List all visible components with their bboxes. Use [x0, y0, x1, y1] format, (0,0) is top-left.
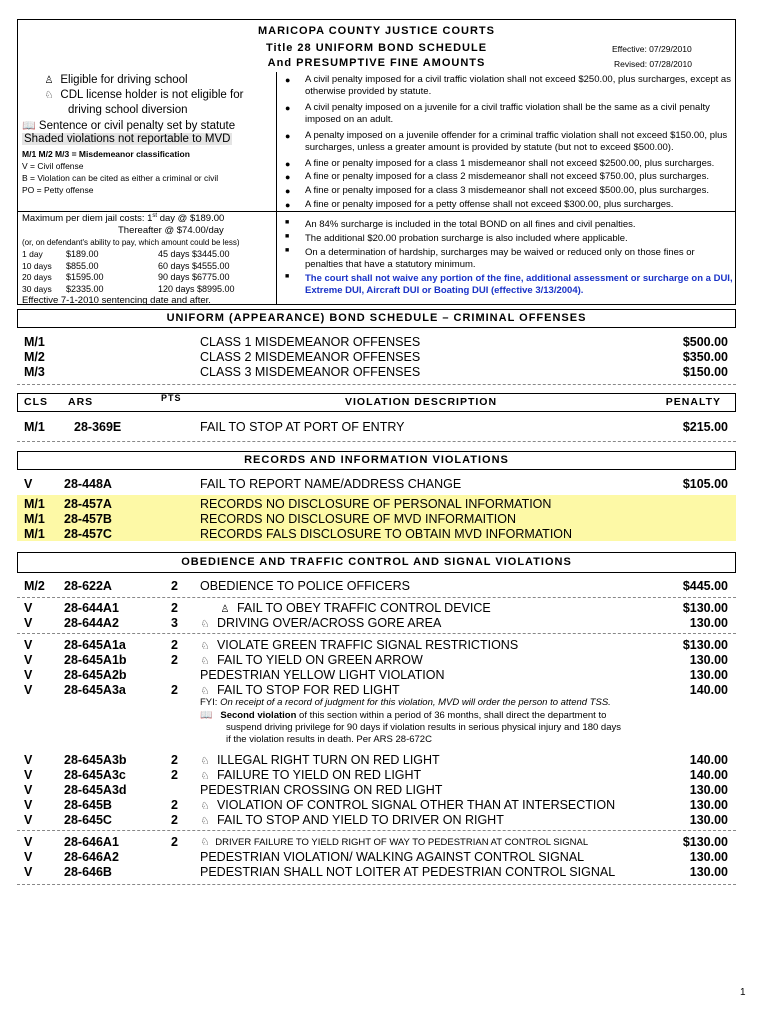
- violation-row: V 28-645B 2 ♘ VIOLATION OF CONTROL SIGNAL OTHER THAN AT INTERSECTION 130.00: [24, 798, 728, 812]
- col-pts: PTS: [161, 393, 182, 403]
- cdl-icon: ♘: [200, 619, 210, 630]
- class-row: M/2 CLASS 2 MISDEMEANOR OFFENSES $350.00: [24, 350, 728, 364]
- violation-row-shaded: M/1 28-457A RECORDS NO DISCLOSURE OF PERSONAL INFORMATION: [24, 497, 552, 511]
- bullet-dot: ●: [285, 186, 291, 196]
- cdl-icon: ♘: [200, 686, 210, 697]
- cdl-icon: ♘: [200, 756, 210, 767]
- row-divider: [17, 384, 736, 385]
- header-title-line1: MARICOPA COUNTY JUSTICE COURTS: [258, 25, 495, 37]
- bullet-dot: ●: [285, 200, 291, 210]
- legend-petty: PO = Petty offense: [22, 185, 94, 195]
- legend-statute: 📖 Sentence or civil penalty set by statute: [22, 120, 236, 132]
- bullet-dot: ●: [285, 131, 291, 141]
- legend-cdl: ♘ CDL license holder is not eligible for: [44, 89, 244, 101]
- rule-class1: A fine or penalty imposed for a class 1 misdemeanor shall not exceed $2500.00, plus surcharges.: [305, 158, 715, 169]
- violation-row-shaded: M/1 28-457C RECORDS FALS DISCLOSURE TO OBTAIN MVD INFORMATION: [24, 527, 573, 541]
- col-cls: CLS: [24, 396, 48, 408]
- violation-row: V 28-645A3c 2 ♘ FAILURE TO YIELD ON RED LIGHT 140.00: [24, 768, 728, 782]
- rule-dui-no-waive: The court shall not waive any portion of the fine, additional assessment or surcharge on a DUI, Extreme DUI, Aircraft DUI or Boating DUI (effective 3/13/2004).: [305, 273, 733, 296]
- section-header-obedience: OBEDIENCE AND TRAFFIC CONTROL AND SIGNAL VIOLATIONS: [17, 552, 736, 573]
- header-title-line2: Title 28 UNIFORM BOND SCHEDULE: [265, 42, 488, 54]
- class-row: M/1 CLASS 1 MISDEMEANOR OFFENSES $500.00: [24, 335, 728, 349]
- rule-class2: A fine or penalty imposed for a class 2 misdemeanor shall not exceed $750.00, plus surcharges.: [305, 171, 709, 182]
- jail-effective: Effective 7-1-2010 sentencing date and after.: [22, 295, 211, 306]
- rule-civil-penalty: A civil penalty imposed for a civil traffic violation shall not exceed $250.00, plus surcharges, except as otherwise provided by statute.: [305, 74, 731, 97]
- violation-row: M/2 28-622A 2 OBEDIENCE TO POLICE OFFICERS $445.00: [24, 579, 728, 593]
- col-description: VIOLATION DESCRIPTION: [345, 396, 498, 408]
- bullet-square: ■: [285, 247, 290, 254]
- jail-costs-title: Maximum per diem jail costs: 1st day @ $189.00: [22, 213, 225, 225]
- column-header: [17, 393, 736, 412]
- fyi-note: FYI: On receipt of a record of judgment for this violation, MVD will order the person to attend TSS.: [200, 697, 611, 708]
- violation-row: V 28-646B PEDESTRIAN SHALL NOT LOITER AT PEDESTRIAN CONTROL SIGNAL 130.00: [24, 865, 728, 879]
- violation-row: V 28-645A3a 2 ♘ FAIL TO STOP FOR RED LIGHT 140.00: [24, 683, 728, 697]
- violation-row: V 28-646A1 2 ♘ DRIVER FAILURE TO YIELD RIGHT OF WAY TO PEDESTRIAN AT CONTROL SIGNAL $130.00: [24, 835, 728, 849]
- jail-ability-note: (or, on defendant's ability to pay, which amount could be less): [22, 238, 240, 247]
- legend-cdl-line2: driving school diversion: [68, 104, 188, 116]
- violation-row-shaded: M/1 28-457B RECORDS NO DISCLOSURE OF MVD INFORMAITION: [24, 512, 516, 526]
- row-divider: [17, 633, 736, 634]
- legend-civil: V = Civil offense: [22, 161, 84, 171]
- legend-driving-school: ♙ Eligible for driving school: [44, 74, 188, 86]
- col-penalty: PENALTY: [665, 396, 721, 408]
- bullet-dot: ●: [285, 103, 291, 113]
- violation-row: V 28-448A FAIL TO REPORT NAME/ADDRESS CHANGE $105.00: [24, 477, 728, 491]
- violation-row: V 28-646A2 PEDESTRIAN VIOLATION/ WALKING AGAINST CONTROL SIGNAL 130.00: [24, 850, 728, 864]
- cdl-icon: ♘: [200, 816, 210, 827]
- driving-school-icon: ♙: [44, 75, 54, 86]
- row-divider: [17, 884, 736, 885]
- legend-both: B = Violation can be cited as either a criminal or civil: [22, 173, 219, 183]
- bullet-square: ■: [285, 219, 290, 226]
- row-divider: [17, 830, 736, 831]
- violation-row: V 28-645A1b 2 ♘ FAIL TO YIELD ON GREEN ARROW 130.00: [24, 653, 728, 667]
- header-divider-vertical: [276, 72, 277, 305]
- rule-surcharge-84: An 84% surcharge is included in the total BOND on all fines and civil penalties.: [305, 219, 636, 230]
- rule-hardship: On a determination of hardship, surcharges may be waived or reduced only on those fines or penalties that have a statutory minimum.: [305, 247, 695, 270]
- header-title-line3: And PRESUMPTIVE FINE AMOUNTS: [267, 57, 486, 69]
- rule-class3: A fine or penalty imposed for a class 3 misdemeanor shall not exceed $500.00, plus surcharges.: [305, 185, 709, 196]
- rule-probation-surcharge: The additional $20.00 probation surcharge is also included where applicable.: [305, 233, 628, 244]
- rule-juvenile-civil: A civil penalty imposed on a juvenile for a civil traffic violation shall be the same as a civil penalty imposed on an adult.: [305, 102, 710, 125]
- violation-row: M/1 28-369E FAIL TO STOP AT PORT OF ENTRY $215.00: [24, 420, 728, 434]
- header-divider-horizontal: [17, 211, 736, 212]
- cdl-icon: ♘: [200, 641, 210, 652]
- row-divider: [17, 441, 736, 442]
- revised-date: Revised: 07/28/2010: [614, 59, 692, 69]
- jail-thereafter: Thereafter @ $74.00/day: [118, 225, 224, 236]
- bullet-dot: ●: [285, 75, 291, 85]
- violation-row: V 28-645A1a 2 ♘ VIOLATE GREEN TRAFFIC SIGNAL RESTRICTIONS $130.00: [24, 638, 728, 652]
- cdl-icon: ♘: [200, 656, 210, 667]
- section-header-records: RECORDS AND INFORMATION VIOLATIONS: [17, 451, 736, 470]
- second-violation-note-line3: if the violation results in death. Per ARS 28-672C: [226, 734, 432, 745]
- violation-row: V 28-645A3b 2 ♘ ILLEGAL RIGHT TURN ON RED LIGHT 140.00: [24, 753, 728, 767]
- row-divider: [17, 597, 736, 598]
- second-violation-note: 📖 Second violation of this section within a period of 36 months, shall direct the department to: [200, 710, 607, 721]
- book-icon: 📖: [22, 120, 36, 132]
- violation-row: V 28-644A1 2 ♙ FAIL TO OBEY TRAFFIC CONTROL DEVICE $130.00: [24, 601, 728, 615]
- cdl-icon: ♘: [200, 771, 210, 782]
- effective-date: Effective: 07/29/2010: [612, 44, 692, 54]
- bullet-dot: ●: [285, 159, 291, 169]
- page-number: 1: [740, 987, 746, 998]
- violation-row: V 28-645A3d PEDESTRIAN CROSSING ON RED LIGHT 130.00: [24, 783, 728, 797]
- legend-misdemeanor: M/1 M/2 M/3 = Misdemeanor classification: [22, 149, 190, 159]
- bullet-square: ■: [285, 233, 290, 240]
- cdl-icon: ♘: [44, 90, 54, 101]
- book-icon: 📖: [200, 710, 213, 721]
- cdl-icon: ♘: [200, 837, 210, 848]
- violation-row: V 28-644A2 3 ♘ DRIVING OVER/ACROSS GORE AREA 130.00: [24, 616, 728, 630]
- violation-row: V 28-645A2b PEDESTRIAN YELLOW LIGHT VIOLATION 130.00: [24, 668, 728, 682]
- section-header-criminal: UNIFORM (APPEARANCE) BOND SCHEDULE – CRIMINAL OFFENSES: [17, 309, 736, 328]
- legend-shaded: Shaded violations not reportable to MVD: [24, 133, 231, 145]
- rule-petty: A fine or penalty imposed for a petty offense shall not exceed $300.00, plus surcharges.: [305, 199, 674, 210]
- violation-row: V 28-645C 2 ♘ FAIL TO STOP AND YIELD TO DRIVER ON RIGHT 130.00: [24, 813, 728, 827]
- rule-juvenile-criminal: A penalty imposed on a juvenile offender for a criminal traffic violation shall not exceed $150.00, plus surcharges, unless a greater amount is provided by statute (but not to exceed $500.00).: [305, 130, 728, 153]
- cdl-icon: ♘: [200, 801, 210, 812]
- bullet-square: ■: [285, 273, 290, 280]
- driving-school-icon: ♙: [220, 604, 230, 615]
- bullet-dot: ●: [285, 172, 291, 182]
- col-ars: ARS: [68, 396, 94, 408]
- second-violation-note-line2: suspend driving privilege for 90 days if violation results in serious physical injury and 180 days: [226, 722, 621, 733]
- jail-table: 1 day $189.00 45 days $3445.00 10 days $855.00 60 days $4555.00 20 days $1595.00 90 days $6775.00 30 days $2335.00 120 days $8995.00: [22, 249, 235, 294]
- class-row: M/3 CLASS 3 MISDEMEANOR OFFENSES $150.00: [24, 365, 728, 379]
